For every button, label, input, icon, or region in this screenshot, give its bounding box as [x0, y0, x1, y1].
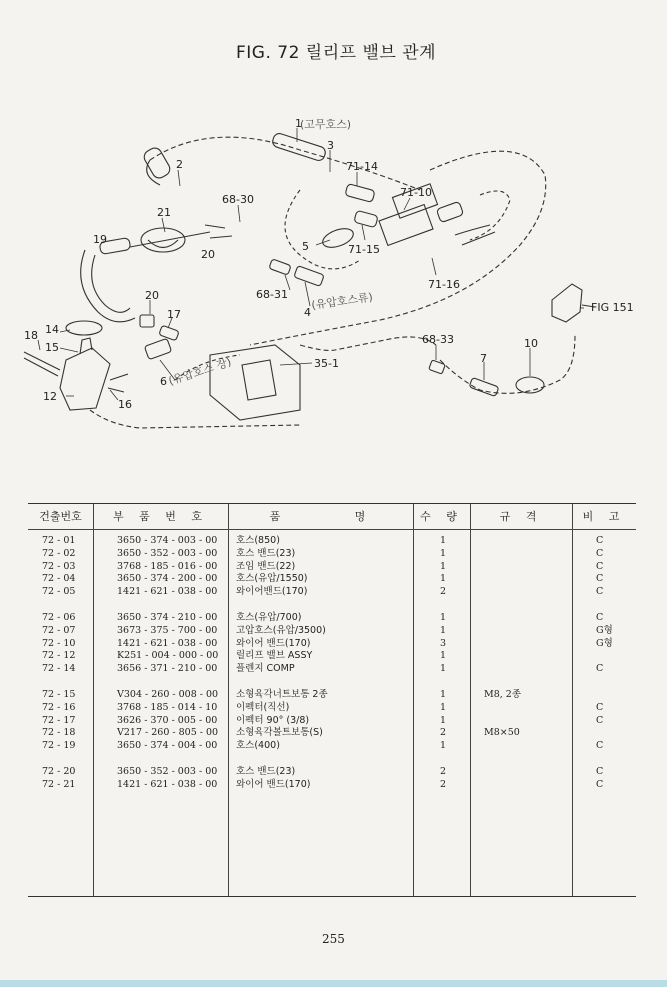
row-remarks: C: [596, 766, 604, 777]
callout-68-30: 68-30: [222, 193, 254, 206]
row-part-number: 3650 - 374 - 004 - 00: [117, 740, 218, 752]
row-part-name: 와이어 밴드(170): [236, 778, 311, 790]
row-ref-no: 72 - 01: [42, 535, 76, 546]
row-part-name: 이펙터(직선): [236, 701, 290, 713]
table-row: [28, 637, 636, 650]
callout-18: 18: [24, 329, 38, 342]
row-quantity: 1: [440, 573, 447, 585]
callout-10: 10: [524, 337, 538, 350]
row-ref-no: 72 - 05: [42, 586, 76, 598]
row-remarks: C: [596, 663, 604, 675]
callout-15: 15: [45, 341, 59, 354]
row-part-name: 호스(유압/1550): [236, 573, 308, 585]
row-ref-no: 72 - 19: [42, 740, 76, 752]
row-ref-no: 72 - 14: [42, 663, 76, 675]
row-part-number: 3768 - 185 - 016 - 00: [117, 560, 218, 572]
row-remarks: C: [596, 778, 604, 790]
row-part-name: 플렌지 COMP: [236, 663, 295, 675]
callout-7: 7: [480, 352, 487, 365]
row-part-number: 3650 - 374 - 003 - 00: [117, 535, 218, 546]
row-part-name: 릴리프 밸브 ASSY: [236, 650, 313, 662]
callout-4: 4: [304, 306, 311, 319]
row-remarks: C: [596, 701, 604, 713]
table-row: [28, 739, 636, 752]
callout-71-15: 71-15: [348, 243, 380, 256]
row-remarks: C: [596, 612, 604, 623]
table-row: [28, 534, 636, 547]
table-row: [28, 560, 636, 573]
callout-71-10: 71-10: [400, 186, 432, 199]
row-part-number: 1421 - 621 - 038 - 00: [117, 637, 218, 649]
row-remarks: C: [596, 535, 604, 546]
row-quantity: 1: [440, 663, 447, 675]
row-part-number: V217 - 260 - 805 - 00: [117, 727, 219, 739]
row-part-name: 호스(유압/700): [236, 612, 302, 623]
table-row: [28, 688, 636, 701]
table-row: [28, 611, 636, 624]
row-quantity: 1: [440, 701, 447, 713]
row-quantity: 1: [440, 560, 447, 572]
row-quantity: 2: [440, 778, 447, 790]
callout-12: 12: [43, 390, 57, 403]
callout-20-upper: 20: [201, 248, 215, 261]
row-part-number: 3768 - 185 - 014 - 10: [117, 701, 218, 713]
row-remarks: C: [596, 586, 604, 598]
table-row: [28, 585, 636, 598]
row-part-name: 소형육각너트보통 2종: [236, 689, 328, 700]
row-spec: M8, 2종: [484, 689, 522, 700]
row-part-number: K251 - 004 - 000 - 00: [117, 650, 219, 662]
row-part-name: 호스(850): [236, 535, 280, 546]
callout-14: 14: [45, 323, 59, 336]
row-ref-no: 72 - 04: [42, 573, 76, 585]
row-part-number: 3673 - 375 - 700 - 00: [117, 624, 218, 636]
row-remarks: C: [596, 714, 604, 726]
row-remarks: C: [596, 573, 604, 585]
row-ref-no: 72 - 06: [42, 612, 76, 623]
row-part-name: 호스 밴드(23): [236, 547, 296, 559]
row-remarks: G형: [596, 637, 613, 649]
row-ref-no: 72 - 07: [42, 624, 76, 636]
row-ref-no: 72 - 16: [42, 701, 76, 713]
row-part-number: V304 - 260 - 008 - 00: [117, 689, 219, 700]
header-part-number: 부 품 번 호: [113, 510, 208, 523]
row-quantity: 2: [440, 766, 447, 777]
row-ref-no: 72 - 02: [42, 547, 76, 559]
row-quantity: 1: [440, 689, 447, 700]
callout-fig151: FIG 151: [591, 301, 634, 314]
header-quantity: 수 량: [420, 510, 463, 523]
table-row: [28, 547, 636, 560]
row-part-name: 소형육각볼트보통(S): [236, 727, 323, 739]
row-part-number: 3626 - 370 - 005 - 00: [117, 714, 218, 726]
handwritten-note-rubber-hose: (고무호스): [300, 118, 352, 131]
table-row: [28, 572, 636, 585]
table-row: [28, 726, 636, 739]
row-quantity: 3: [440, 637, 447, 649]
row-part-name: 고압호스(유압/3500): [236, 624, 326, 636]
row-ref-no: 72 - 21: [42, 778, 76, 790]
callout-35-1: 35-1: [314, 357, 339, 370]
parts-diagram: [0, 90, 667, 490]
table-row: [28, 662, 636, 675]
row-quantity: 1: [440, 535, 447, 546]
callout-3: 3: [327, 139, 334, 152]
row-remarks: C: [596, 740, 604, 752]
callout-5: 5: [302, 240, 309, 253]
row-quantity: 1: [440, 612, 447, 623]
row-part-number: 3650 - 374 - 210 - 00: [117, 612, 218, 623]
callout-1: 1: [295, 117, 302, 130]
row-ref-no: 72 - 12: [42, 650, 76, 662]
row-ref-no: 72 - 10: [42, 637, 76, 649]
header-ref-no: 건출번호: [39, 510, 82, 523]
table-row: [28, 649, 636, 662]
row-quantity: 1: [440, 714, 447, 726]
callout-19: 19: [93, 233, 107, 246]
row-part-name: 호스 밴드(23): [236, 766, 296, 777]
row-remarks: C: [596, 547, 604, 559]
row-part-number: 1421 - 621 - 038 - 00: [117, 778, 218, 790]
header-spec: 규 격: [499, 510, 543, 523]
handwritten-note-hydraulic-hose: (유압호스류): [310, 290, 374, 312]
row-quantity: 2: [440, 586, 447, 598]
row-quantity: 1: [440, 740, 447, 752]
callout-6: 6: [160, 375, 167, 388]
table-row: [28, 765, 636, 778]
callout-68-33: 68-33: [422, 333, 454, 346]
row-ref-no: 72 - 17: [42, 714, 76, 726]
row-part-number: 3650 - 352 - 003 - 00: [117, 547, 218, 559]
callout-17: 17: [167, 308, 181, 321]
row-part-name: 와이어 밴드(170): [236, 637, 311, 649]
table-row: [28, 714, 636, 727]
table-row: [28, 624, 636, 637]
figure-title: FIG. 72 릴리프 밸브 관계: [236, 43, 437, 63]
callout-16: 16: [118, 398, 132, 411]
row-part-number: 1421 - 621 - 038 - 00: [117, 586, 218, 598]
callout-71-16: 71-16: [428, 278, 460, 291]
row-part-name: 조임 밴드(22): [236, 560, 296, 572]
callout-20-lower: 20: [145, 289, 159, 302]
row-part-number: 3650 - 374 - 200 - 00: [117, 573, 218, 585]
row-ref-no: 72 - 18: [42, 727, 76, 739]
parts-table: [28, 503, 636, 897]
row-ref-no: 72 - 20: [42, 766, 76, 777]
callout-71-14: 71-14: [346, 160, 378, 173]
row-remarks: G형: [596, 624, 613, 636]
row-remarks: C: [596, 560, 604, 572]
table-row: [28, 778, 636, 791]
table-row: [28, 701, 636, 714]
page-number: 255: [322, 932, 345, 946]
callout-68-31: 68-31: [256, 288, 288, 301]
handwritten-note-hydraulic-hose-long: (유압호스 장): [166, 355, 233, 388]
callout-21: 21: [157, 206, 171, 219]
row-spec: M8×50: [484, 727, 520, 739]
row-quantity: 1: [440, 624, 447, 636]
row-quantity: 2: [440, 727, 447, 739]
callout-2: 2: [176, 158, 183, 171]
row-quantity: 1: [440, 650, 447, 662]
row-part-name: 호스(400): [236, 740, 280, 752]
row-quantity: 1: [440, 547, 447, 559]
row-ref-no: 72 - 03: [42, 560, 76, 572]
header-name-a: 품: [269, 510, 287, 523]
row-ref-no: 72 - 15: [42, 689, 76, 700]
bottom-strip: [0, 980, 667, 987]
row-part-number: 3650 - 352 - 003 - 00: [117, 766, 218, 777]
row-part-name: 이펙터 90° (3/8): [236, 714, 310, 726]
header-remarks: 비 고: [582, 510, 626, 523]
row-part-name: 와이어밴드(170): [236, 586, 308, 598]
header-name-b: 명: [354, 510, 372, 523]
row-part-number: 3656 - 371 - 210 - 00: [117, 663, 218, 675]
